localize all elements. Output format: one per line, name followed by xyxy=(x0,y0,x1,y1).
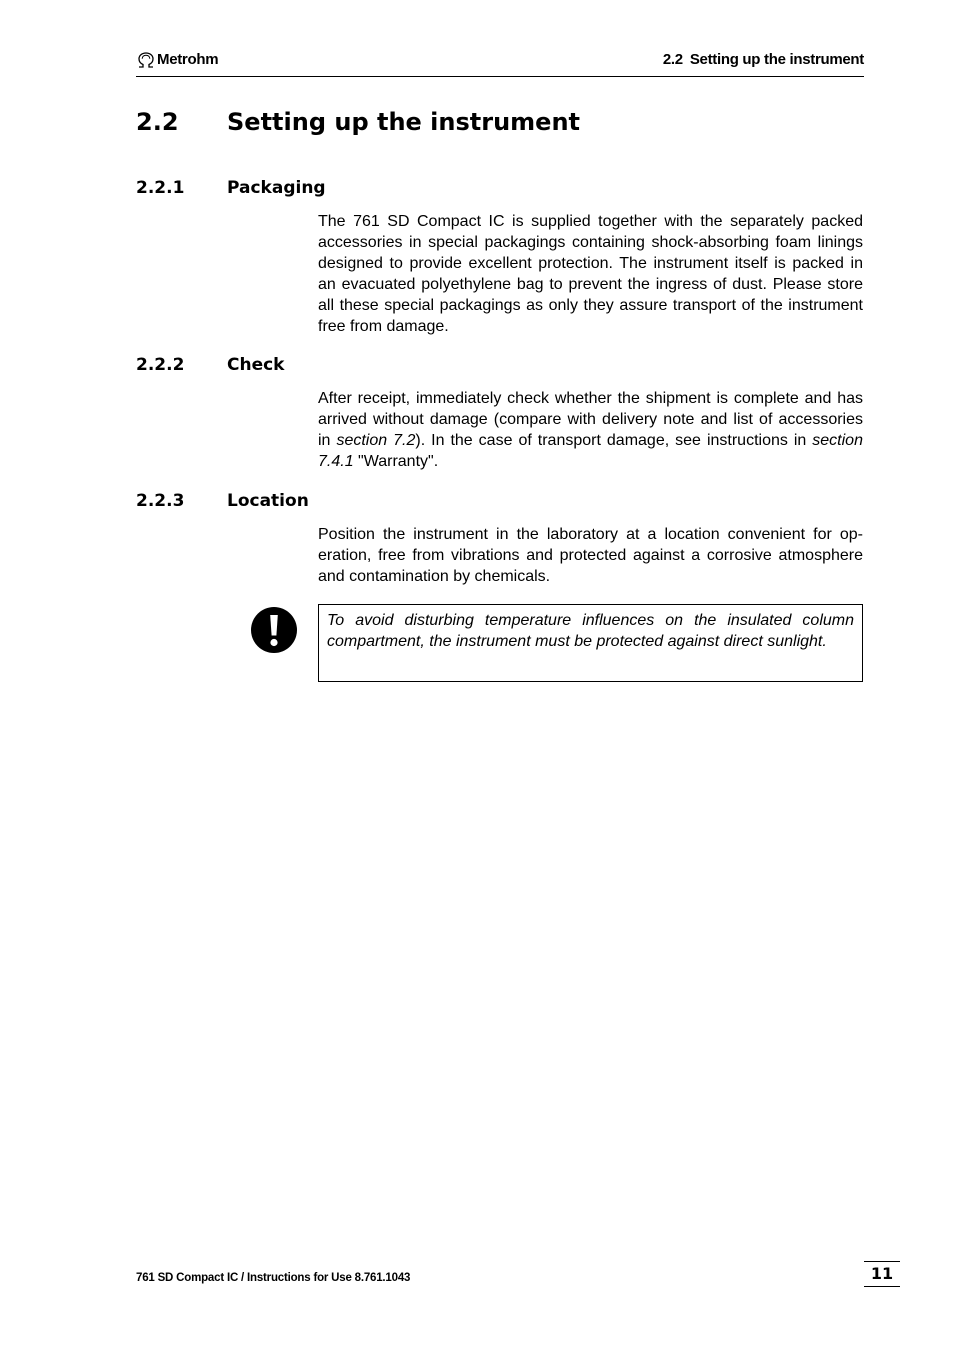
exclamation-warning-icon xyxy=(251,606,297,654)
check-text-part: "Warranty". xyxy=(353,453,439,470)
check-paragraph xyxy=(318,388,863,472)
check-text-part: ). In the case of transport damage, see instructions in xyxy=(415,432,813,449)
footer-document-id: 761 SD Compact IC / Instructions for Use 8.761.1043 xyxy=(136,1272,411,1284)
subsection-title: Packaging xyxy=(227,178,326,198)
section-reference-link: section 7.2 xyxy=(336,432,416,449)
subsection-number: 2.2.3 xyxy=(136,491,185,511)
section-title xyxy=(136,108,580,136)
header-rule xyxy=(136,76,864,77)
subsection-heading-packaging xyxy=(136,178,326,198)
metrohm-logo xyxy=(136,51,218,68)
logo-text: Metrohm xyxy=(157,51,219,68)
subsection-title: Check xyxy=(227,355,285,375)
omega-icon xyxy=(136,52,156,68)
subsection-number: 2.2.2 xyxy=(136,355,185,375)
subsection-title: Location xyxy=(227,491,309,511)
note-box: To avoid disturbing temperature influences on the insulated column compartment, the instrument must be protected against direct sunlight. xyxy=(318,604,863,682)
running-header xyxy=(663,51,864,68)
running-header-number: 2.2 xyxy=(662,51,683,68)
subsection-heading-location xyxy=(136,491,309,511)
section-title-text: Setting up the instrument xyxy=(227,108,581,136)
location-paragraph: Position the instrument in the laboratory at a location convenient for operation, free from vibrations and protected against a corrosive atmosphere and contamination by chemicals. xyxy=(318,526,863,585)
section-reference-link: section 7.4.1 xyxy=(318,432,863,470)
running-header-title: Setting up the instrument xyxy=(689,51,864,68)
packaging-paragraph: The 761 SD Compact IC is supplied together with the separately packed accessories in special packagings containing shock-absorbing foam linings designed to provide excellent protection. The instrument itself is packed in an evacuated polyethylene bag to prevent the ingress of dust. Please store all these special packagings as only they assure transport of the instrument free from damage. xyxy=(318,213,863,335)
subsection-number: 2.2.1 xyxy=(136,178,185,198)
page-number: 11 xyxy=(864,1261,900,1287)
section-number: 2.2 xyxy=(136,108,179,136)
subsection-heading-check xyxy=(136,355,285,375)
check-text-part: After receipt, immediately check whether the shipment is complete and has arrived without damage (compare with delivery note and list of accessories in xyxy=(318,390,863,449)
